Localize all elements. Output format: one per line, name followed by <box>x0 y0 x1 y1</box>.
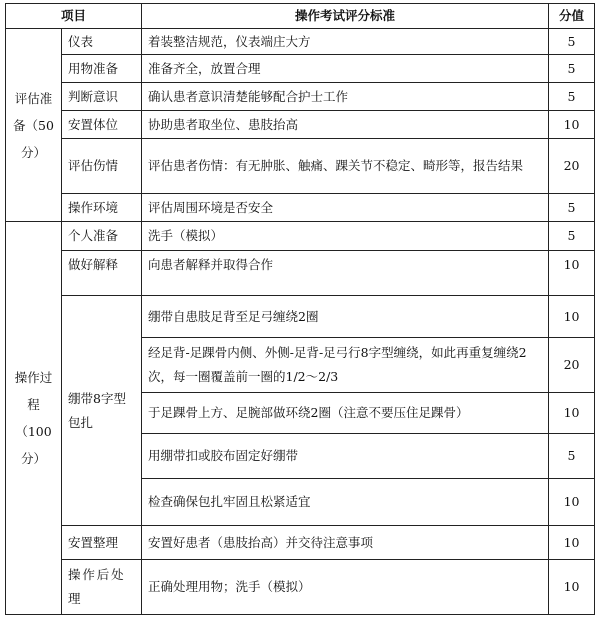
criteria-cell: 洗手（模拟） <box>142 222 549 251</box>
item-cell: 仪表 <box>62 29 142 55</box>
table-row <box>6 251 595 296</box>
criteria-cell: 确认患者意识清楚能够配合护士工作 <box>142 83 549 111</box>
item-cell: 安置体位 <box>62 111 142 139</box>
category-evaluation: 评估准备（50分） <box>6 29 62 222</box>
table-row <box>6 55 595 83</box>
table-row <box>6 222 595 251</box>
score-cell: 5 <box>549 55 595 83</box>
category-procedure: 操作过程（100分） <box>6 222 62 615</box>
criteria-cell: 向患者解释并取得合作 <box>142 251 549 296</box>
item-bandage-group: 绷带8字型包扎 <box>62 296 142 526</box>
header-score: 分值 <box>549 4 595 29</box>
header-criteria: 操作考试评分标准 <box>142 4 549 29</box>
criteria-cell: 正确处理用物；洗手（模拟） <box>142 560 549 615</box>
header-item: 项目 <box>6 4 142 29</box>
criteria-cell: 绷带自患肢足背至足弓缠绕2圈 <box>142 296 549 338</box>
criteria-cell: 着装整洁规范，仪表端庄大方 <box>142 29 549 55</box>
table-row <box>6 83 595 111</box>
score-cell: 10 <box>549 560 595 615</box>
item-cell: 个人准备 <box>62 222 142 251</box>
criteria-cell: 检查确保包扎牢固且松紧适宜 <box>142 479 549 526</box>
criteria-cell: 安置好患者（患肢抬高）并交待注意事项 <box>142 526 549 560</box>
criteria-cell: 用绷带扣或胶布固定好绷带 <box>142 434 549 479</box>
item-cell: 操作环境 <box>62 194 142 222</box>
item-cell: 用物准备 <box>62 55 142 83</box>
table-row <box>6 194 595 222</box>
score-cell: 5 <box>549 83 595 111</box>
table-row <box>6 139 595 194</box>
item-cell: 评估伤情 <box>62 139 142 194</box>
score-cell: 20 <box>549 139 595 194</box>
scoring-table <box>5 3 595 615</box>
table-row <box>6 526 595 560</box>
item-cell: 判断意识 <box>62 83 142 111</box>
item-cell: 安置整理 <box>62 526 142 560</box>
table-row <box>6 560 595 615</box>
score-cell: 5 <box>549 222 595 251</box>
item-cell: 操作后处理 <box>62 560 142 615</box>
score-cell: 5 <box>549 194 595 222</box>
score-cell: 10 <box>549 526 595 560</box>
score-cell: 10 <box>549 296 595 338</box>
score-cell: 10 <box>549 479 595 526</box>
score-cell: 20 <box>549 338 595 393</box>
criteria-cell: 准备齐全，放置合理 <box>142 55 549 83</box>
score-cell: 10 <box>549 111 595 139</box>
table-row <box>6 111 595 139</box>
score-cell: 10 <box>549 393 595 434</box>
table-row <box>6 296 595 338</box>
score-cell: 10 <box>549 251 595 296</box>
item-cell: 做好解释 <box>62 251 142 296</box>
criteria-cell: 于足踝骨上方、足腕部做环绕2圈（注意不要压住足踝骨） <box>142 393 549 434</box>
criteria-cell: 经足背-足踝骨内侧、外侧-足背-足弓行8字型缠绕，如此再重复缠绕2次，每一圈覆盖前一圈的1/2～2/3 <box>142 338 549 393</box>
criteria-cell: 评估周围环境是否安全 <box>142 194 549 222</box>
header-row <box>6 4 595 29</box>
criteria-cell: 评估患者伤情：有无肿胀、触痛、踝关节不稳定、畸形等，报告结果 <box>142 139 549 194</box>
score-cell: 5 <box>549 434 595 479</box>
table-row <box>6 29 595 55</box>
criteria-cell: 协助患者取坐位、患肢抬高 <box>142 111 549 139</box>
score-cell: 5 <box>549 29 595 55</box>
